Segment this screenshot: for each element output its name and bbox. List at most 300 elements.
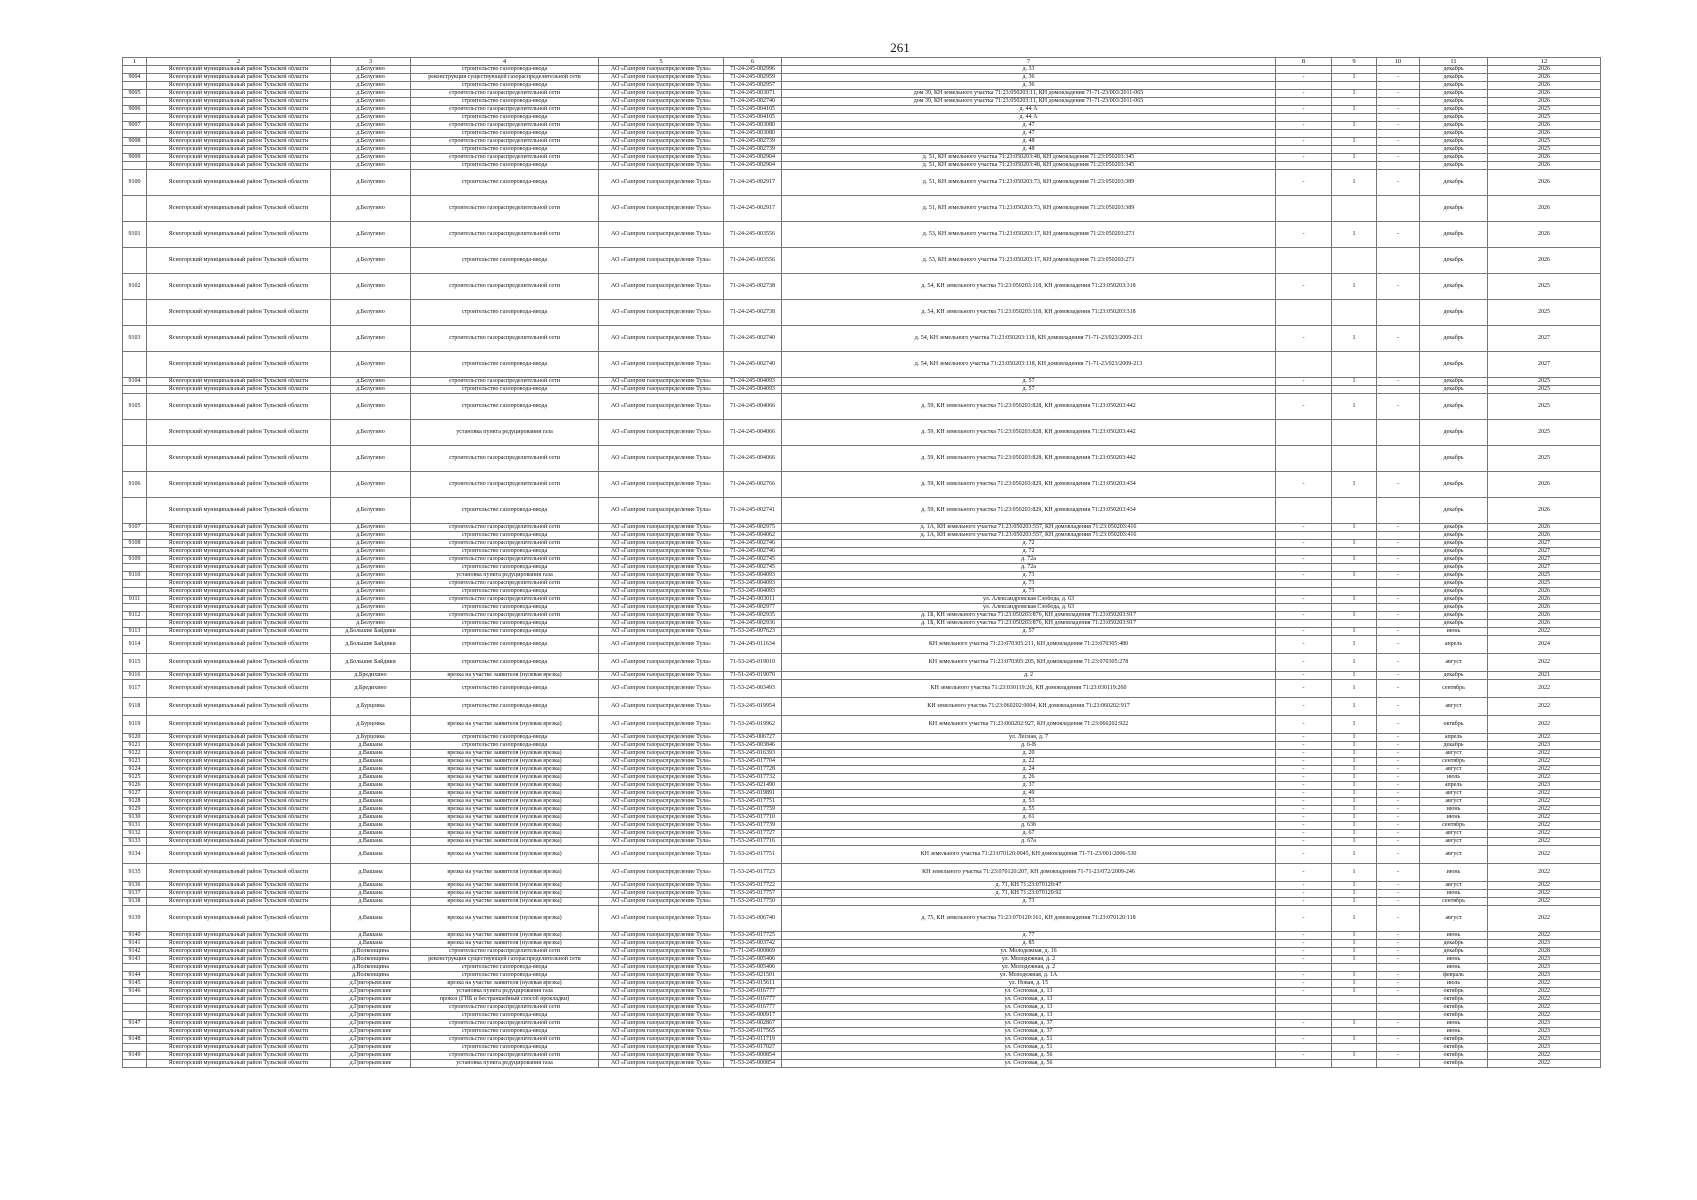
year-cell: 2026 xyxy=(1488,130,1601,138)
settlement-cell: д.Григорьевские xyxy=(331,1020,411,1028)
count-cell: 1 xyxy=(1332,540,1377,548)
table-row xyxy=(123,98,1601,106)
organization-cell: АО «Газпром газораспределение Тула» xyxy=(599,948,724,956)
municipality-cell: Ясногорский муниципальный район Тульской области xyxy=(147,1044,331,1052)
month-cell: декабрь xyxy=(1420,154,1488,162)
organization-cell: АО «Газпром газораспределение Тула» xyxy=(599,758,724,766)
address-cell: КН земельного участка 71:23:060202:0004, КН домовладения 71:23:060202:917 xyxy=(782,698,1276,716)
settlement-cell: д.Белугино xyxy=(331,82,411,90)
month-cell: октябрь xyxy=(1420,988,1488,996)
object-code-cell: 71-53-245-005406 xyxy=(724,964,782,972)
count-cell: 1 xyxy=(1332,154,1377,162)
table-row xyxy=(123,90,1601,98)
row-number-cell xyxy=(123,1028,147,1036)
object-code-cell: 71-53-245-004093 xyxy=(724,588,782,596)
municipality-cell: Ясногорский муниципальный район Тульской области xyxy=(147,822,331,830)
month-cell: июль xyxy=(1420,774,1488,782)
year-cell: 2026 xyxy=(1488,74,1601,82)
work-type-cell: врезка на участке заявителя (нулевая врезка) xyxy=(411,716,599,734)
col8-cell: - xyxy=(1276,864,1332,882)
organization-cell: АО «Газпром газораспределение Тула» xyxy=(599,222,724,248)
municipality-cell: Ясногорский муниципальный район Тульской области xyxy=(147,698,331,716)
year-cell: 2026 xyxy=(1488,604,1601,612)
work-type-cell: строительство газопровода-ввода xyxy=(411,82,599,90)
col10-cell: - xyxy=(1377,882,1420,890)
municipality-cell: Ясногорский муниципальный район Тульской области xyxy=(147,386,331,394)
count-cell xyxy=(1332,532,1377,540)
address-cell: д. 51, КН земельного участка 71:23:050203:48, КН домовладения 71:23:050203:345 xyxy=(782,162,1276,170)
municipality-cell: Ясногорский муниципальный район Тульской области xyxy=(147,90,331,98)
col8-cell: - xyxy=(1276,540,1332,548)
count-cell: 1 xyxy=(1332,636,1377,654)
municipality-cell: Ясногорский муниципальный район Тульской области xyxy=(147,830,331,838)
settlement-cell: д.Белугино xyxy=(331,378,411,386)
address-cell: д. 54, КН земельного участка 71:23:050203:118, КН домовладения 71:23:050203:318 xyxy=(782,300,1276,326)
row-number-cell: 9118 xyxy=(123,698,147,716)
col8-cell xyxy=(1276,114,1332,122)
table-row xyxy=(123,446,1601,472)
organization-cell: АО «Газпром газораспределение Тула» xyxy=(599,766,724,774)
object-code-cell: 71-53-245-017723 xyxy=(724,864,782,882)
address-cell: д. 49 xyxy=(782,790,1276,798)
settlement-cell: д.Белугино xyxy=(331,170,411,196)
work-type-cell: строительство газораспределительной сети xyxy=(411,90,599,98)
address-cell: КН земельного участка 71:23:070305:205, КН домовладения 71:23:070305:278 xyxy=(782,654,1276,672)
col10-cell xyxy=(1377,1044,1420,1052)
year-cell: 2027 xyxy=(1488,564,1601,572)
object-code-cell: 71-53-245-017750 xyxy=(724,898,782,906)
count-cell: 1 xyxy=(1332,222,1377,248)
col10-cell xyxy=(1377,498,1420,524)
organization-cell: АО «Газпром газораспределение Тула» xyxy=(599,90,724,98)
work-type-cell: врезка на участке заявителя (нулевая врезка) xyxy=(411,790,599,798)
work-type-cell: строительство газораспределительной сети xyxy=(411,138,599,146)
header-cell: 5 xyxy=(599,58,724,66)
address-cell: ул. Сосновая, д. 13 xyxy=(782,988,1276,996)
object-code-cell: 71-53-245-017027 xyxy=(724,1044,782,1052)
work-type-cell: строительство газопровода-ввода xyxy=(411,114,599,122)
municipality-cell: Ясногорский муниципальный район Тульской области xyxy=(147,620,331,628)
object-code-cell: 71-24-245-002739 xyxy=(724,138,782,146)
settlement-cell: д.Белугино xyxy=(331,114,411,122)
count-cell: 1 xyxy=(1332,734,1377,742)
organization-cell: АО «Газпром газораспределение Тула» xyxy=(599,822,724,830)
address-cell: д. 59, КН земельного участка 71:23:050203:829, КН домовладения 71:23:050203:434 xyxy=(782,498,1276,524)
month-cell: июнь xyxy=(1420,890,1488,898)
object-code-cell: 71-24-245-011634 xyxy=(724,636,782,654)
year-cell: 2022 xyxy=(1488,680,1601,698)
table-row xyxy=(123,774,1601,782)
table-row xyxy=(123,532,1601,540)
row-number-cell xyxy=(123,532,147,540)
year-cell: 2023 xyxy=(1488,940,1601,948)
count-cell: 1 xyxy=(1332,628,1377,636)
address-cell: д. 72 xyxy=(782,540,1276,548)
month-cell: июнь xyxy=(1420,1028,1488,1036)
work-type-cell: строительство газораспределительной сети xyxy=(411,596,599,604)
table-row xyxy=(123,890,1601,898)
col8-cell: - xyxy=(1276,596,1332,604)
month-cell: декабрь xyxy=(1420,446,1488,472)
address-cell: д. 1А, КН земельного участка 71:23:050203:557, КН домовладения 71:23:050203:416 xyxy=(782,532,1276,540)
address-cell: д. 1Б, КН земельного участка 71:23:050203:876, КН домовладения 71:23:050203:917 xyxy=(782,620,1276,628)
header-cell: 12 xyxy=(1488,58,1601,66)
month-cell: август xyxy=(1420,750,1488,758)
object-code-cell: 71-24-245-003071 xyxy=(724,90,782,98)
col10-cell: - xyxy=(1377,898,1420,906)
month-cell: декабрь xyxy=(1420,114,1488,122)
settlement-cell: д.Бредихино xyxy=(331,672,411,680)
col10-cell: - xyxy=(1377,540,1420,548)
count-cell: 1 xyxy=(1332,596,1377,604)
col10-cell: - xyxy=(1377,716,1420,734)
municipality-cell: Ясногорский муниципальный район Тульской области xyxy=(147,1060,331,1068)
municipality-cell: Ясногорский муниципальный район Тульской области xyxy=(147,680,331,698)
col8-cell: - xyxy=(1276,750,1332,758)
municipality-cell: Ясногорский муниципальный район Тульской области xyxy=(147,498,331,524)
col8-cell: - xyxy=(1276,932,1332,940)
month-cell: август xyxy=(1420,798,1488,806)
object-code-cell: 71-24-245-002746 xyxy=(724,548,782,556)
organization-cell: АО «Газпром газораспределение Тула» xyxy=(599,814,724,822)
organization-cell: АО «Газпром газораспределение Тула» xyxy=(599,620,724,628)
settlement-cell: д.Григорьевские xyxy=(331,1012,411,1020)
month-cell: декабрь xyxy=(1420,122,1488,130)
col10-cell: - xyxy=(1377,628,1420,636)
organization-cell: АО «Газпром газораспределение Тула» xyxy=(599,980,724,988)
month-cell: декабрь xyxy=(1420,394,1488,420)
row-number-cell: 9136 xyxy=(123,882,147,890)
col10-cell xyxy=(1377,446,1420,472)
municipality-cell: Ясногорский муниципальный район Тульской области xyxy=(147,352,331,378)
col10-cell xyxy=(1377,564,1420,572)
month-cell: декабрь xyxy=(1420,940,1488,948)
col8-cell xyxy=(1276,162,1332,170)
row-number-cell: 9140 xyxy=(123,932,147,940)
table-row xyxy=(123,274,1601,300)
work-type-cell: строительство газопровода-ввода xyxy=(411,654,599,672)
table-row xyxy=(123,162,1601,170)
col10-cell: - xyxy=(1377,774,1420,782)
organization-cell: АО «Газпром газораспределение Тула» xyxy=(599,830,724,838)
organization-cell: АО «Газпром газораспределение Тула» xyxy=(599,82,724,90)
address-cell: КН земельного участка 71:23:070120:0045, КН домовладения 71-71-23/001/2006-530 xyxy=(782,846,1276,864)
address-cell: ул. Сосновая, д. 51 xyxy=(782,1044,1276,1052)
month-cell: декабрь xyxy=(1420,146,1488,154)
organization-cell: АО «Газпром газораспределение Тула» xyxy=(599,790,724,798)
work-type-cell: строительство газопровода-ввода xyxy=(411,604,599,612)
table-row xyxy=(123,654,1601,672)
month-cell: август xyxy=(1420,846,1488,864)
municipality-cell: Ясногорский муниципальный район Тульской области xyxy=(147,864,331,882)
address-cell: д. 47 xyxy=(782,122,1276,130)
col8-cell xyxy=(1276,964,1332,972)
settlement-cell: д.Вашана xyxy=(331,798,411,806)
work-type-cell: строительство газораспределительной сети xyxy=(411,1020,599,1028)
col10-cell: - xyxy=(1377,948,1420,956)
col8-cell: - xyxy=(1276,1052,1332,1060)
work-type-cell: строительство газопровода-ввода xyxy=(411,964,599,972)
row-number-cell: 9101 xyxy=(123,222,147,248)
address-cell: дом 39, КН земельного участка 71:23:050203:11, КН домовладения 71-71-23/003/2011-065 xyxy=(782,98,1276,106)
row-number-cell: 9097 xyxy=(123,122,147,130)
work-type-cell: прокол (ГНБ и бестраншейный способ прокладки) xyxy=(411,996,599,1004)
object-code-cell: 71-53-245-017722 xyxy=(724,882,782,890)
organization-cell: АО «Газпром газораспределение Тула» xyxy=(599,774,724,782)
table-row xyxy=(123,222,1601,248)
organization-cell: АО «Газпром газораспределение Тула» xyxy=(599,556,724,564)
month-cell: апрель xyxy=(1420,734,1488,742)
month-cell: февраль xyxy=(1420,972,1488,980)
work-type-cell: строительство газопровода-ввода xyxy=(411,248,599,274)
table-row xyxy=(123,988,1601,996)
work-type-cell: врезка на участке заявителя (нулевая врезка) xyxy=(411,798,599,806)
settlement-cell: д.Григорьевские xyxy=(331,1036,411,1044)
municipality-cell: Ясногорский муниципальный район Тульской области xyxy=(147,138,331,146)
year-cell: 2026 xyxy=(1488,498,1601,524)
row-number-cell: 9137 xyxy=(123,890,147,898)
settlement-cell: д.Вашана xyxy=(331,766,411,774)
work-type-cell: установка пункта редуцирования газа xyxy=(411,988,599,996)
work-type-cell: строительство газопровода-ввода xyxy=(411,66,599,74)
settlement-cell: д.Белугино xyxy=(331,604,411,612)
object-code-cell: 71-24-245-002739 xyxy=(724,146,782,154)
row-number-cell: 9139 xyxy=(123,906,147,932)
organization-cell: АО «Газпром газораспределение Тула» xyxy=(599,498,724,524)
table-row xyxy=(123,472,1601,498)
municipality-cell: Ясногорский муниципальный район Тульской области xyxy=(147,446,331,472)
address-cell: ул. Сосновая, д. 37 xyxy=(782,1020,1276,1028)
col8-cell xyxy=(1276,532,1332,540)
col10-cell: - xyxy=(1377,326,1420,352)
address-cell: ул. Сосновая, д. 13 xyxy=(782,1004,1276,1012)
organization-cell: АО «Газпром газораспределение Тула» xyxy=(599,956,724,964)
address-cell: ул. Молодежная, д. 1А xyxy=(782,972,1276,980)
count-cell: 1 xyxy=(1332,750,1377,758)
organization-cell: АО «Газпром газораспределение Тула» xyxy=(599,138,724,146)
object-code-cell: 71-24-245-002745 xyxy=(724,556,782,564)
count-cell: 1 xyxy=(1332,1036,1377,1044)
row-number-cell: 9135 xyxy=(123,864,147,882)
organization-cell: АО «Газпром газораспределение Тула» xyxy=(599,248,724,274)
col10-cell: - xyxy=(1377,758,1420,766)
object-code-cell: 71-53-245-019962 xyxy=(724,716,782,734)
col10-cell xyxy=(1377,130,1420,138)
month-cell: декабрь xyxy=(1420,524,1488,532)
count-cell: 1 xyxy=(1332,830,1377,838)
col10-cell: - xyxy=(1377,1036,1420,1044)
col8-cell: - xyxy=(1276,326,1332,352)
count-cell: 1 xyxy=(1332,612,1377,620)
organization-cell: АО «Газпром газораспределение Тула» xyxy=(599,742,724,750)
address-cell: д. 63б xyxy=(782,822,1276,830)
municipality-cell: Ясногорский муниципальный район Тульской области xyxy=(147,750,331,758)
organization-cell: АО «Газпром газораспределение Тула» xyxy=(599,636,724,654)
settlement-cell: д.Вашана xyxy=(331,782,411,790)
organization-cell: АО «Газпром газораспределение Тула» xyxy=(599,386,724,394)
table-row xyxy=(123,782,1601,790)
object-code-cell: 71-53-245-017716 xyxy=(724,838,782,846)
col10-cell: - xyxy=(1377,782,1420,790)
year-cell: 2027 xyxy=(1488,326,1601,352)
table-row xyxy=(123,394,1601,420)
count-cell xyxy=(1332,548,1377,556)
table-row xyxy=(123,790,1601,798)
municipality-cell: Ясногорский муниципальный район Тульской области xyxy=(147,82,331,90)
col8-cell xyxy=(1276,1028,1332,1036)
address-cell: д. 1Б, КН земельного участка 71:23:050203:876, КН домовладения 71:23:050203:917 xyxy=(782,612,1276,620)
col10-cell: - xyxy=(1377,956,1420,964)
col8-cell: - xyxy=(1276,628,1332,636)
col10-cell: - xyxy=(1377,572,1420,580)
row-number-cell xyxy=(123,300,147,326)
organization-cell: АО «Газпром газораспределение Тула» xyxy=(599,572,724,580)
month-cell: август xyxy=(1420,838,1488,846)
municipality-cell: Ясногорский муниципальный район Тульской области xyxy=(147,274,331,300)
object-code-cell: 71-53-245-017710 xyxy=(724,814,782,822)
col10-cell: - xyxy=(1377,106,1420,114)
settlement-cell: д.Белугино xyxy=(331,196,411,222)
work-type-cell: врезка на участке заявителя (нулевая врезка) xyxy=(411,890,599,898)
header-cell: 10 xyxy=(1377,58,1420,66)
month-cell: декабрь xyxy=(1420,162,1488,170)
organization-cell: АО «Газпром газораспределение Тула» xyxy=(599,162,724,170)
address-cell: ул. Молодежная, д. 16 xyxy=(782,948,1276,956)
col10-cell: - xyxy=(1377,596,1420,604)
col10-cell: - xyxy=(1377,122,1420,130)
object-code-cell: 71-24-245-002741 xyxy=(724,498,782,524)
table-row xyxy=(123,420,1601,446)
year-cell: 2022 xyxy=(1488,628,1601,636)
object-code-cell: 71-53-245-017757 xyxy=(724,890,782,898)
col10-cell: - xyxy=(1377,750,1420,758)
municipality-cell: Ясногорский муниципальный район Тульской области xyxy=(147,130,331,138)
year-cell: 2023 xyxy=(1488,964,1601,972)
year-cell: 2022 xyxy=(1488,932,1601,940)
settlement-cell: д.Григорьевские xyxy=(331,996,411,1004)
address-cell: ул. Молодежная, д. 2 xyxy=(782,964,1276,972)
row-number-cell: 9121 xyxy=(123,742,147,750)
count-cell: 1 xyxy=(1332,572,1377,580)
object-code-cell: 71-53-245-021490 xyxy=(724,782,782,790)
municipality-cell: Ясногорский муниципальный район Тульской области xyxy=(147,420,331,446)
address-cell: д. 72 xyxy=(782,548,1276,556)
settlement-cell: д.Волконщина xyxy=(331,956,411,964)
address-cell: д. 73 xyxy=(782,898,1276,906)
month-cell: октябрь xyxy=(1420,1004,1488,1012)
work-type-cell: строительство газопровода-ввода xyxy=(411,162,599,170)
work-type-cell: реконструкция существующей газораспределительной сети xyxy=(411,74,599,82)
municipality-cell: Ясногорский муниципальный район Тульской области xyxy=(147,882,331,890)
month-cell: август xyxy=(1420,766,1488,774)
month-cell: декабрь xyxy=(1420,556,1488,564)
address-cell: д. 47 xyxy=(782,130,1276,138)
municipality-cell: Ясногорский муниципальный район Тульской области xyxy=(147,948,331,956)
count-cell: 1 xyxy=(1332,782,1377,790)
year-cell: 2026 xyxy=(1488,596,1601,604)
address-cell: д. 44 А xyxy=(782,114,1276,122)
row-number-cell: 9147 xyxy=(123,1020,147,1028)
organization-cell: АО «Газпром газораспределение Тула» xyxy=(599,604,724,612)
organization-cell: АО «Газпром газораспределение Тула» xyxy=(599,698,724,716)
count-cell: 1 xyxy=(1332,138,1377,146)
col10-cell xyxy=(1377,300,1420,326)
settlement-cell: д.Большие Байдики xyxy=(331,636,411,654)
address-cell: ул. Новая, д. 15 xyxy=(782,980,1276,988)
col8-cell: - xyxy=(1276,378,1332,386)
object-code-cell: 71-24-245-002746 xyxy=(724,540,782,548)
col10-cell: - xyxy=(1377,672,1420,680)
work-type-cell: строительство газораспределительной сети xyxy=(411,326,599,352)
municipality-cell: Ясногорский муниципальный район Тульской области xyxy=(147,838,331,846)
organization-cell: АО «Газпром газораспределение Тула» xyxy=(599,196,724,222)
month-cell: декабрь xyxy=(1420,74,1488,82)
col8-cell xyxy=(1276,498,1332,524)
object-code-cell: 71-24-245-002740 xyxy=(724,326,782,352)
table-row xyxy=(123,114,1601,122)
object-code-cell: 71-53-245-021501 xyxy=(724,972,782,980)
organization-cell: АО «Газпром газораспределение Тула» xyxy=(599,988,724,996)
municipality-cell: Ясногорский муниципальный район Тульской области xyxy=(147,734,331,742)
row-number-cell: 9104 xyxy=(123,378,147,386)
col8-cell: - xyxy=(1276,980,1332,988)
row-number-cell xyxy=(123,196,147,222)
municipality-cell: Ясногорский муниципальный район Тульской области xyxy=(147,580,331,588)
organization-cell: АО «Газпром газораспределение Тула» xyxy=(599,996,724,1004)
municipality-cell: Ясногорский муниципальный район Тульской области xyxy=(147,326,331,352)
table-row xyxy=(123,996,1601,1004)
address-cell: д. 57 xyxy=(782,628,1276,636)
header-cell: 1 xyxy=(123,58,147,66)
object-code-cell: 71-53-245-019954 xyxy=(724,698,782,716)
row-number-cell: 9098 xyxy=(123,138,147,146)
work-type-cell: строительство газораспределительной сети xyxy=(411,446,599,472)
object-code-cell: 71-24-245-002740 xyxy=(724,98,782,106)
address-cell: д. 73 xyxy=(782,588,1276,596)
settlement-cell: д.Белугино xyxy=(331,352,411,378)
month-cell: декабрь xyxy=(1420,948,1488,956)
year-cell: 2022 xyxy=(1488,838,1601,846)
organization-cell: АО «Газпром газораспределение Тула» xyxy=(599,940,724,948)
organization-cell: АО «Газпром газораспределение Тула» xyxy=(599,326,724,352)
table-row xyxy=(123,750,1601,758)
table-row xyxy=(123,386,1601,394)
object-code-cell: 71-53-245-003742 xyxy=(724,940,782,948)
month-cell: декабрь xyxy=(1420,326,1488,352)
address-cell: КН земельного участка 71:23:070120:207, КН домовладения 71-71-23/072/2009-246 xyxy=(782,864,1276,882)
object-code-cell: 71-24-245-002740 xyxy=(724,352,782,378)
address-cell: д. 20 xyxy=(782,750,1276,758)
settlement-cell: д.Григорьевские xyxy=(331,1060,411,1068)
year-cell: 2026 xyxy=(1488,620,1601,628)
organization-cell: АО «Газпром газораспределение Тула» xyxy=(599,66,724,74)
col10-cell: - xyxy=(1377,222,1420,248)
work-type-cell: врезка на участке заявителя (нулевая врезка) xyxy=(411,830,599,838)
col8-cell xyxy=(1276,82,1332,90)
municipality-cell: Ясногорский муниципальный район Тульской области xyxy=(147,814,331,822)
municipality-cell: Ясногорский муниципальный район Тульской области xyxy=(147,898,331,906)
municipality-cell: Ясногорский муниципальный район Тульской области xyxy=(147,472,331,498)
table-row xyxy=(123,604,1601,612)
month-cell: сентябрь xyxy=(1420,898,1488,906)
col8-cell: - xyxy=(1276,742,1332,750)
address-cell: КН земельного участка 71:23:030119:26, КН домовладения 71:23:030119:260 xyxy=(782,680,1276,698)
object-code-cell: 71-24-245-004066 xyxy=(724,420,782,446)
table-row xyxy=(123,1004,1601,1012)
col8-cell xyxy=(1276,420,1332,446)
table-row xyxy=(123,636,1601,654)
object-code-cell: 71-53-245-005406 xyxy=(724,956,782,964)
